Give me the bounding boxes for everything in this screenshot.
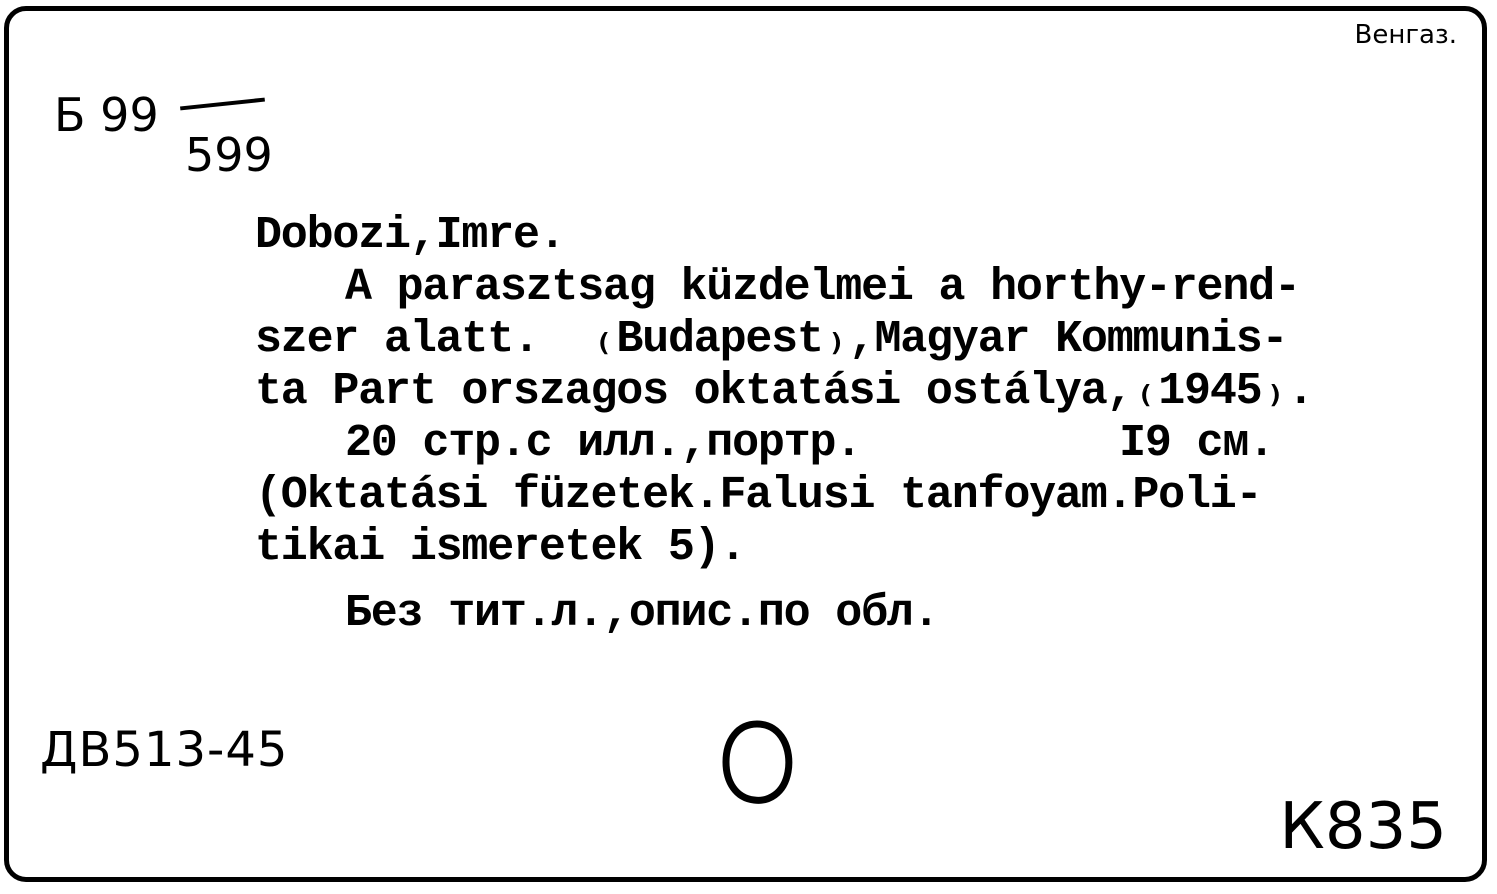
record-title-line-2: szer alatt. ₍Budapest₎,Magyar Kommunis- xyxy=(255,314,1288,365)
k-code: К835 xyxy=(1279,790,1447,864)
record-author: Dobozi,Imre. xyxy=(255,210,565,261)
record-imprint: ta Part orszagos oktatási ostálya,₍1945₎. xyxy=(255,366,1314,417)
shelf-mark: Б 99 xyxy=(54,88,159,142)
record-collation: 20 стр.с илл.,портр. I9 см. xyxy=(345,418,1274,469)
shelf-mark-fraction: 599 xyxy=(185,128,273,182)
record-series-line-2: tikai ismeretek 5). xyxy=(255,522,746,573)
punch-hole-icon xyxy=(720,720,794,806)
record-series-line-1: (Oktatási füzetek.Falusi tanfoyam.Poli- xyxy=(255,470,1262,521)
corner-note: Венгаз. xyxy=(1354,20,1457,50)
inventory-number: ДВ513-45 xyxy=(40,722,289,778)
record-note: Без тит.л.,опис.по обл. xyxy=(345,588,939,639)
bibliographic-record xyxy=(255,210,1455,640)
record-title-line-1: A parasztsag küzdelmei a horthy-rend- xyxy=(345,262,1300,313)
